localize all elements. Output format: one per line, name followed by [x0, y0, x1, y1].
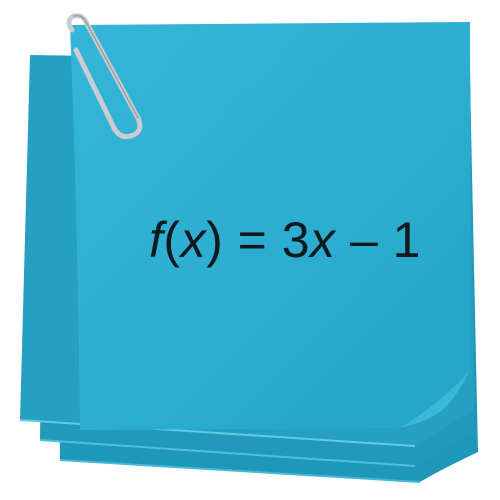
variable: x	[180, 212, 207, 268]
constant-term: 1	[392, 212, 421, 268]
open-paren: (	[163, 212, 181, 268]
equals-sign: =	[237, 212, 268, 268]
math-formula	[100, 190, 470, 290]
coefficient: 3	[281, 212, 311, 268]
minus-sign: –	[349, 212, 379, 268]
rhs-variable: x	[310, 212, 336, 268]
close-paren: )	[206, 212, 224, 268]
function-name: f	[149, 212, 164, 268]
